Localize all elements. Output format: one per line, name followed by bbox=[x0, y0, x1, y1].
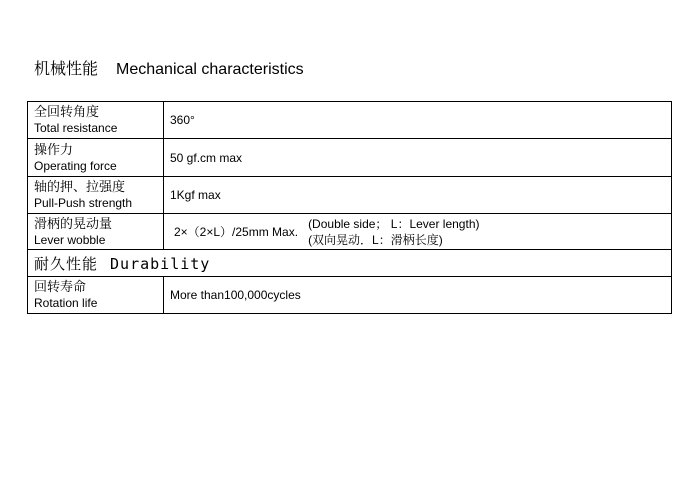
table-row bbox=[28, 177, 672, 214]
value-text: More than100,000cycles bbox=[170, 288, 301, 302]
row-label bbox=[28, 139, 164, 177]
label-en: Total resistance bbox=[34, 121, 118, 135]
note-zh: (双向晃动．L：滑柄长度) bbox=[308, 232, 443, 247]
table-row bbox=[28, 102, 672, 139]
row-label bbox=[28, 177, 164, 214]
section-row bbox=[28, 250, 672, 277]
row-value bbox=[164, 139, 672, 177]
label-en: Pull-Push strength bbox=[34, 196, 133, 210]
label-zh: 轴的押、拉强度 bbox=[34, 180, 126, 195]
section-title bbox=[28, 250, 672, 277]
row-label bbox=[28, 277, 164, 314]
wobble-notes bbox=[308, 216, 479, 248]
row-label bbox=[28, 214, 164, 250]
table-row bbox=[28, 139, 672, 177]
value-text: 2×（2×L）/25mm Max. bbox=[174, 225, 299, 239]
table-row bbox=[28, 277, 672, 314]
label-en: Rotation life bbox=[34, 296, 98, 310]
value-text: 50 gf.cm max bbox=[170, 150, 243, 165]
label-zh: 全回转角度 bbox=[34, 105, 100, 120]
heading-zh: 机械性能 bbox=[34, 59, 99, 78]
row-value bbox=[164, 177, 672, 214]
spec-table bbox=[27, 101, 672, 314]
label-zh: 操作力 bbox=[34, 142, 74, 158]
row-value bbox=[164, 214, 672, 250]
row-value bbox=[164, 102, 672, 139]
heading-en: Mechanical characteristics bbox=[116, 61, 304, 78]
section-zh: 耐久性能 bbox=[34, 254, 99, 273]
wobble-value bbox=[170, 216, 665, 248]
label-zh: 回转寿命 bbox=[34, 280, 87, 295]
label-en: Operating force bbox=[34, 158, 117, 173]
table-row bbox=[28, 214, 672, 250]
label-zh: 滑柄的晃动量 bbox=[34, 216, 113, 232]
page-heading bbox=[34, 56, 304, 79]
row-value bbox=[164, 277, 672, 314]
section-en: Durability bbox=[110, 254, 211, 273]
value-text: 360° bbox=[170, 113, 195, 127]
row-label bbox=[28, 102, 164, 139]
note-en: (Double side； L：Lever length) bbox=[308, 216, 480, 231]
value-text: 1Kgf max bbox=[170, 188, 221, 202]
label-en: Lever wobble bbox=[34, 232, 106, 247]
